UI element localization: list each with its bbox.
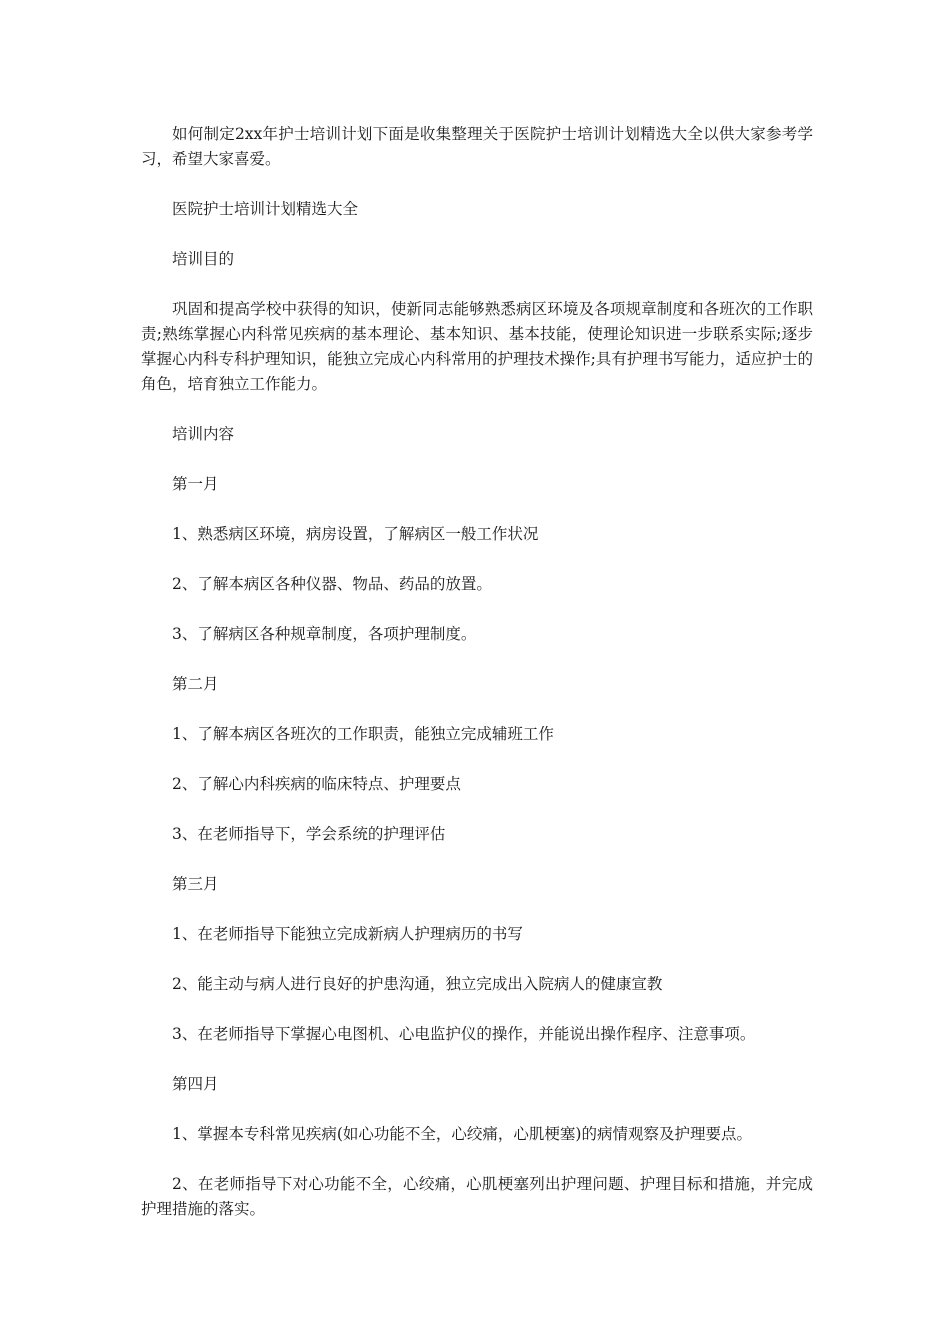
purpose-paragraph: 巩固和提高学校中获得的知识，使新同志能够熟悉病区环境及各项规章制度和各班次的工作职责;熟练掌握心内科常见疾病的基本理论、基本知识、基本技能，使理论知识进一步联系实际;逐步掌握心内科专科护理知识，能独立完成心内科常用的护理技术操作;具有护理书写能力，适应护士的角色，培育独立工作能力。	[141, 300, 813, 393]
month-heading-3: 第三月	[172, 875, 219, 893]
document-body	[141, 122, 813, 1247]
list-item: 3、在老师指导下，学会系统的护理评估	[172, 825, 446, 843]
document-title: 医院护士培训计划精选大全	[172, 200, 359, 218]
list-item: 2、能主动与病人进行良好的护患沟通，独立完成出入院病人的健康宣教	[172, 975, 663, 993]
month-heading-4: 第四月	[172, 1075, 219, 1093]
list-item: 3、在老师指导下掌握心电图机、心电监护仪的操作，并能说出操作程序、注意事项。	[172, 1025, 756, 1043]
intro-paragraph: 如何制定2xx年护士培训计划下面是收集整理关于医院护士培训计划精选大全以供大家参考学习，希望大家喜爱。	[141, 125, 813, 168]
list-item: 1、熟悉病区环境，病房设置，了解病区一般工作状况	[172, 525, 539, 543]
month-heading-2: 第二月	[172, 675, 219, 693]
month-heading-1: 第一月	[172, 475, 219, 493]
list-item: 3、了解病区各种规章制度，各项护理制度。	[172, 625, 477, 643]
section-heading-content: 培训内容	[172, 425, 235, 443]
list-item: 1、了解本病区各班次的工作职责，能独立完成辅班工作	[172, 725, 554, 743]
list-item: 2、了解心内科疾病的临床特点、护理要点	[172, 775, 461, 793]
section-heading-purpose: 培训目的	[172, 250, 235, 268]
list-item: 1、在老师指导下能独立完成新病人护理病历的书写	[172, 925, 523, 943]
list-item: 2、了解本病区各种仪器、物品、药品的放置。	[172, 575, 492, 593]
list-item: 1、掌握本专科常见疾病(如心功能不全，心绞痛，心肌梗塞)的病情观察及护理要点。	[172, 1125, 752, 1143]
list-item: 2、在老师指导下对心功能不全，心绞痛，心肌梗塞列出护理问题、护理目标和措施，并完成护理措施的落实。	[141, 1175, 813, 1218]
